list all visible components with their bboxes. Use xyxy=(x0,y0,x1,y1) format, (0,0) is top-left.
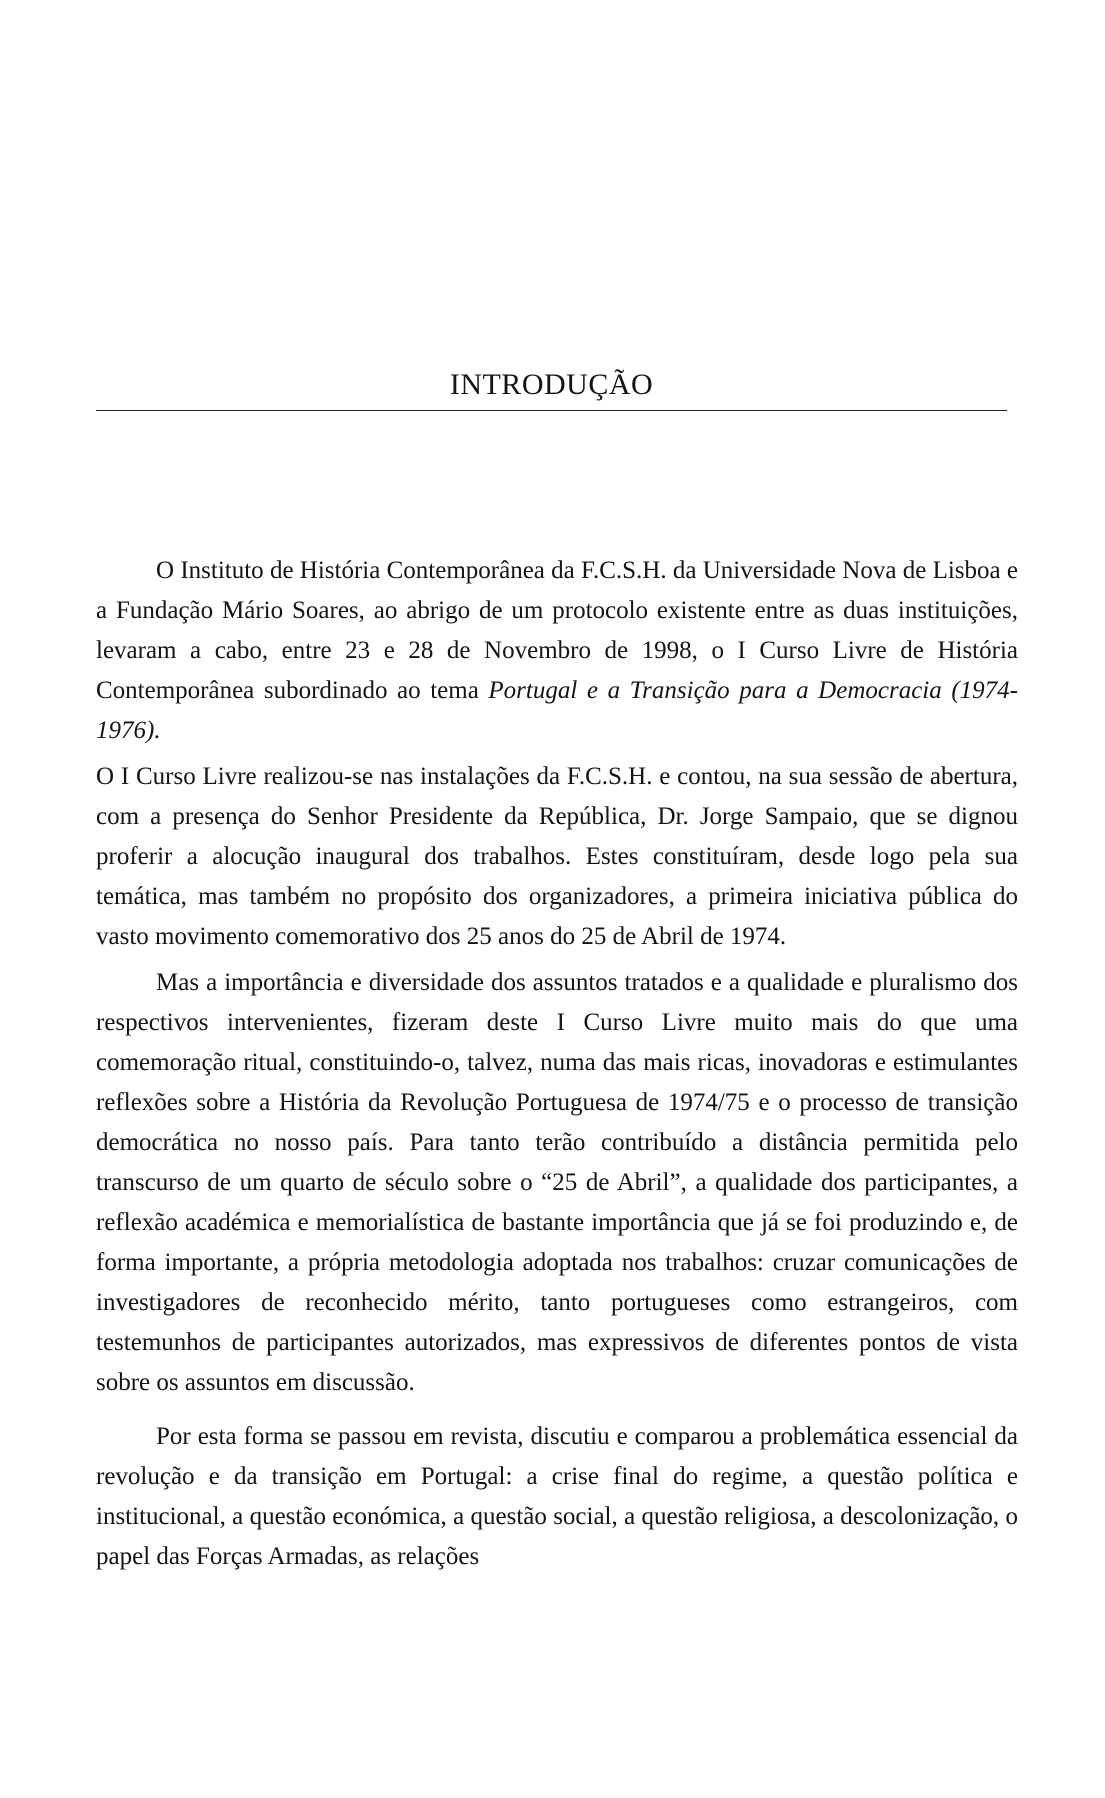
paragraph-2: O I Curso Livre realizou-se nas instalações da F.C.S.H. e contou, na sua sessão de abertura, com a presença do Senhor Presidente da República, Dr. Jorge Sampaio, que se dignou proferir a alocução inaugural dos trabalhos. Estes constituíram, desde logo pela sua temática, mas também no propósito dos organizadores, a primeira iniciativa pública do vasto movimento comemorativo dos 25 anos do 25 de Abril de 1974. xyxy=(96,763,1018,950)
paragraph-1-italic-title: Portugal e a Transição para a Democracia (1974-1976). xyxy=(96,677,1018,744)
body-text xyxy=(96,551,1018,1577)
page-title: INTRODUÇÃO xyxy=(449,368,654,401)
title-underline-divider xyxy=(96,410,1007,411)
paragraph-1 xyxy=(96,551,1018,751)
paragraph-4: Por esta forma se passou em revista, discutiu e comparou a problemática essencial da revolução e da transição em Portugal: a crise final do regime, a questão política e institucional, a questão económica, a questão social, a questão religiosa, a descolonização, o papel das Forças Armadas, as relações xyxy=(96,1423,1018,1570)
paragraph-1-text: O Instituto de História Contemporânea da F.C.S.H. da Universidade Nova de Lisboa e a Fundação Mário Soares, ao abrigo de um protocolo existente entre as duas instituições, levaram a cabo, entre 23 e 28 de Novembro de 1998, o I Curso Livre de História Contemporânea subordinado ao tema xyxy=(96,557,1018,704)
paragraph-3: Mas a importância e diversidade dos assuntos tratados e a qualidade e pluralismo dos respectivos intervenientes, fizeram deste I Curso Livre muito mais do que uma comemoração ritual, constituindo-o, talvez, numa das mais ricas, inovadoras e estimulantes reflexões sobre a História da Revolução Portuguesa de 1974/75 e o processo de transição democrática no nosso país. Para tanto terão contribuído a distância permitida pelo transcurso de um quarto de século sobre o “25 de Abril”, a qualidade dos participantes, a reflexão académica e memorialística de bastante importância que já se foi produzindo e, de forma importante, a própria metodologia adoptada nos trabalhos: cruzar comunicações de investigadores de reconhecido mérito, tanto portugueses como estrangeiros, com testemunhos de participantes autorizados, mas expressivos de diferentes pontos de vista sobre os assuntos em discussão. xyxy=(96,969,1018,1396)
